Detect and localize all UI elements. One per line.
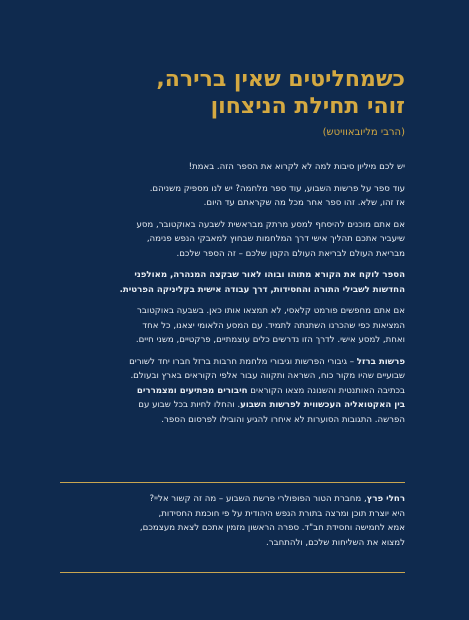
paragraph-3: [60, 218, 405, 262]
p2-line-1: עוד ספר על פרשות השבוע, עוד ספר מלחמה? יש לנו מספיק משניהם.: [149, 183, 405, 194]
author-line-2: היא יוצרת תוכן ומרצה בתורת הנפש היהודית על פי חוכמת החסידות,: [158, 508, 405, 519]
author-line-4: למצוא את השליחות שלכם, ולהתחבר.: [266, 537, 405, 548]
p4-line-2: החדשות לשבילי התורה והחסידות, דרך עבודה אישית בקליניקה הפרטית.: [119, 284, 405, 295]
description-body: [60, 160, 405, 434]
title-line-1: כשמחליטים שאין ברירה,: [156, 67, 405, 92]
paragraph-4-highlight: [60, 268, 405, 297]
paragraph-intro-text: יש לכם מיליון סיבות למה לא לקרוא את הספר הזה. באמת!: [188, 162, 405, 172]
p6-line-5: הפרשה. התגובות הסוערות לא איחרו להגיע והובילו לפרסום הספר.: [161, 414, 405, 425]
quote-attribution: (הרבי מליובאוויטש): [322, 127, 405, 138]
paragraph-2: [60, 182, 405, 211]
author-name: רחלי פרץ: [366, 494, 405, 504]
divider-top: [60, 482, 405, 483]
p6-line-3-rest: בכתיבה האותנטית והשנונה מצאו הקוראים: [247, 385, 405, 396]
p5-line-3: ואחת, למסע אישי. לדרך הזו נדרשים כלים עוצמתיים, פרקטיים, משני חיים.: [135, 335, 405, 345]
author-line-1: [150, 494, 405, 504]
p5-line-2: המציאות כפי שהכרנו השתנתה לתמיד. עם המסע הלאומי יצאנו, כל אחד: [142, 320, 405, 331]
p4-line-1: הספר לוקח את הקורא מתוהו ובוהו לאור שבקצה המנהרה, מאולפני: [134, 270, 405, 280]
p3-line-1: אם אתם מוכנים להיסחף למסע מרתק מבראשית לשבעה באוקטובר, מסע: [136, 219, 405, 230]
p3-line-2: שיעביר אתכם תהליך אישי דרך המלחמות שבחוץ למאבקי הנפש פנימה,: [146, 234, 405, 244]
page-title: [60, 66, 405, 120]
book-name-bold: פרשות ברזל: [356, 356, 405, 367]
p2-line-2: אז זהו, שלא. זהו ספר אחר מכל מה שקראתם עד היום.: [203, 198, 405, 208]
paragraph-5: [60, 304, 405, 348]
paragraph-intro: [60, 160, 405, 175]
p6-line-1: [129, 357, 405, 367]
p6-line-2: שבועיים שהיו מקור כוח, השראה ותקווה עבור אלפי הקוראים בארץ ובעולם.: [130, 371, 405, 381]
author-line-3: אמא לחמישה וחסידת חב"ד. ספרה הראשון מזמין אתכם לצאת מעצמכם,: [139, 523, 405, 533]
p6-line-4-bold: בין האקטואליה העכשווית לפרשות השבוע: [240, 400, 405, 410]
author-bio: [60, 492, 405, 550]
p5-line-1: אם אתם מחפשים פורמט קלאסי, לא תמצאו אותו כאן. בשבעה באוקטובר: [137, 306, 405, 316]
p6-line-1-rest: – גיבורי הפרשות וגיבורי מלחמת חרבות ברזל חברו יחד לשורים: [129, 356, 357, 367]
divider-bottom: [60, 572, 405, 573]
author-line-1-rest: , מחברת הטור הפופולרי פרשת השבוע – מה זה קשור אליי?: [149, 494, 367, 504]
p6-line-3: [137, 386, 405, 396]
p6-line-4-rest: . והחלו לחיות בכל שבוע עם: [138, 400, 241, 410]
p6-line-3-bold: חיבורים מפתיעים ומצמררים: [136, 385, 248, 396]
paragraph-6: [60, 355, 405, 428]
p6-line-4: [138, 400, 405, 410]
title-line-2: זוהי תחילת הניצחון: [210, 94, 405, 119]
p3-line-3: מבריאת העולם לבריאת העולם הקטן שלכם – זה הספר שלכם.: [176, 248, 405, 259]
